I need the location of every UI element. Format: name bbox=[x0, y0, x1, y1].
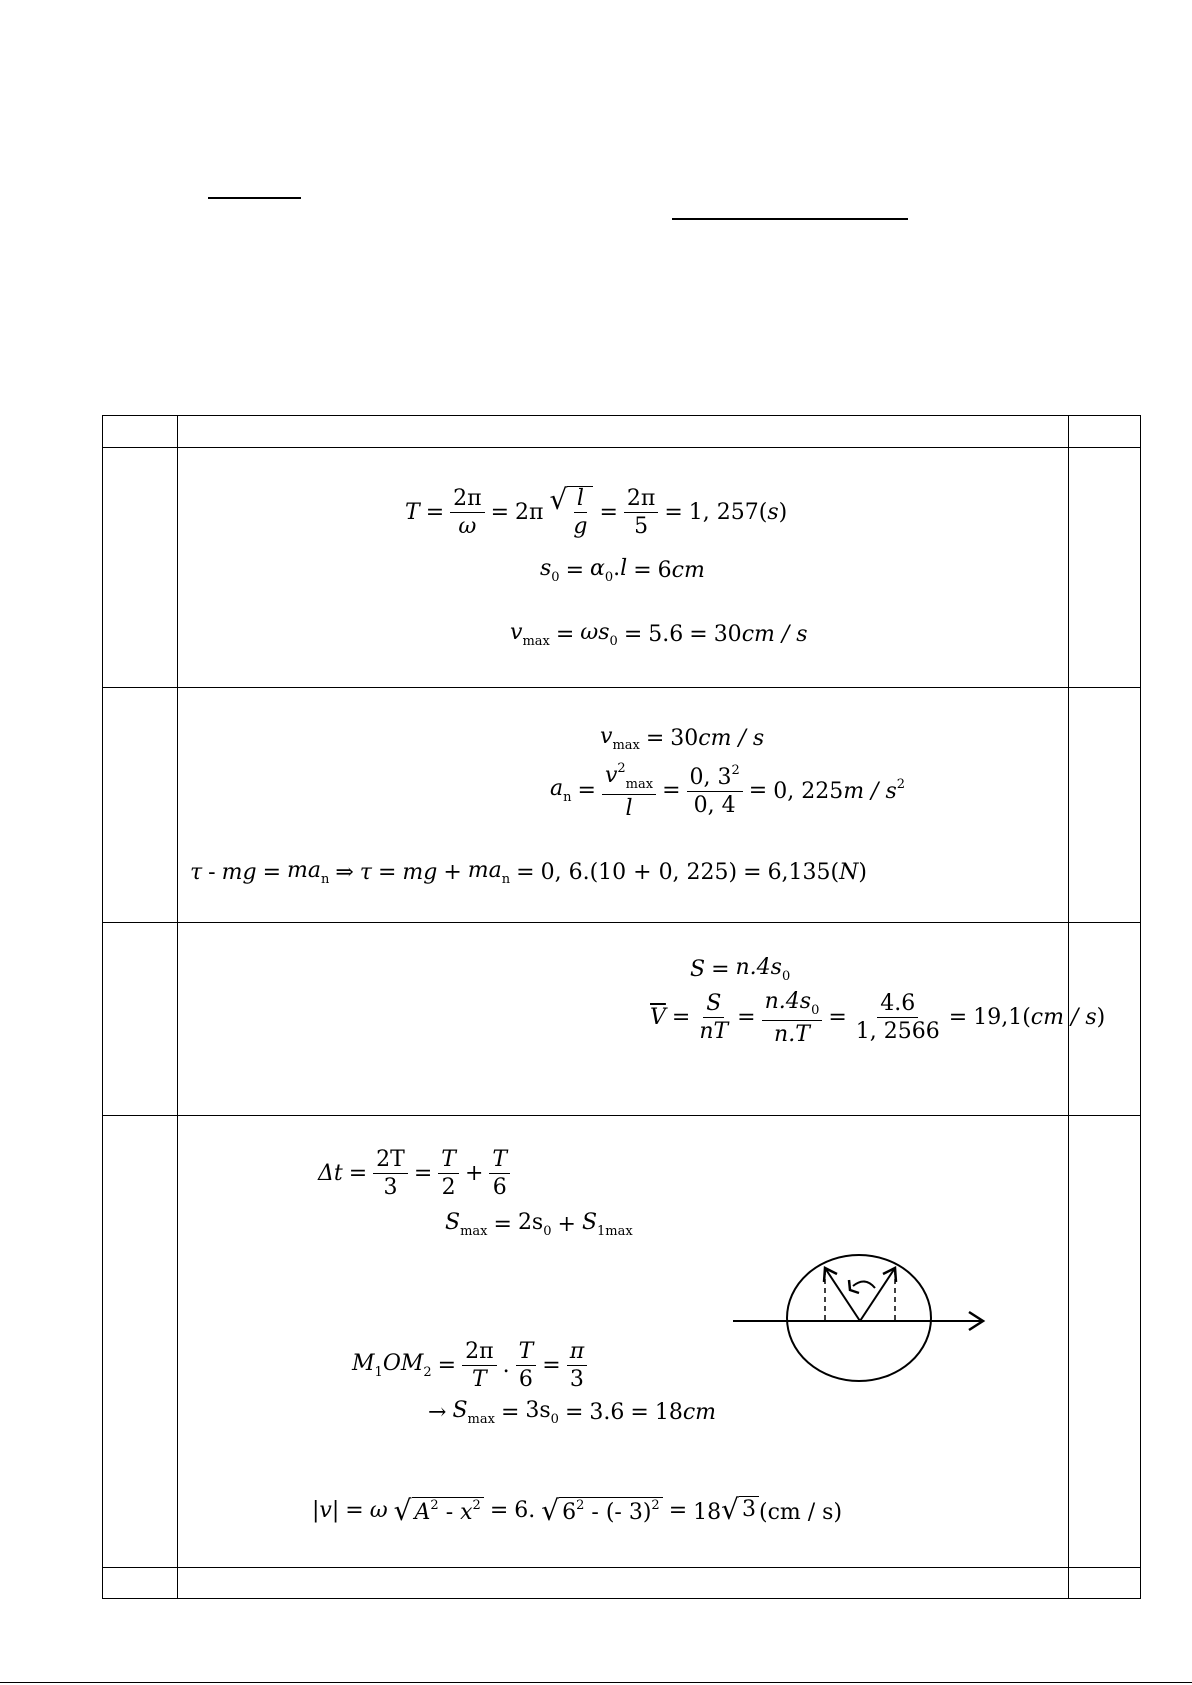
vector-left bbox=[825, 1268, 860, 1321]
formula-delta-t: Δt = $\frac{2T}{3}$ = $\frac{T}{2}$ + $\frac{T}{6}$ bbox=[318, 1148, 510, 1199]
formula-avg-speed: $\overline{V}$ = $\frac{S}{nT}$ = $\frac{n.4s_0}{n.T}$ = $\frac{4.6}{1, 2566}$ = 19,1(cm / s) bbox=[650, 989, 1106, 1047]
formula-normal-accel: $a_n$ = $\frac{v^2_{max}}{l}$ = $\frac{0, 3^2}{0, 4}$ = 0, $225m / s^2$ bbox=[550, 761, 906, 821]
table-header-row bbox=[103, 416, 1141, 448]
formula-period: T = $\frac{2\pi}{\omega}$ = 2π √ $\frac{l}{g}$ = $\frac{2\pi}{5}$ = 1, 257(s) bbox=[405, 483, 788, 540]
formula-distance: S = $n.4s_0$ bbox=[690, 955, 791, 984]
vector-right bbox=[860, 1268, 895, 1321]
phasor-circle-diagram bbox=[725, 1250, 995, 1390]
formula-smax-result: → $S_{max}$ = $3s_0$ = 3.6 = 18cm bbox=[428, 1398, 717, 1427]
header-rule-right bbox=[672, 218, 908, 220]
formula-velocity: |v| = ω √ $A^2 - x^2$ = 6. √ $6^2$ - (- 3)$^2$ = 18 √ 3 (cm / s) bbox=[312, 1493, 843, 1527]
formula-amplitude: $s_0$ = $\alpha_0.l$ = 6cm bbox=[540, 556, 705, 585]
header-rule-left bbox=[208, 197, 301, 199]
page-bottom-rule bbox=[0, 1682, 1192, 1683]
formula-vmax-2: $v_{max}$ = 30cm / s bbox=[600, 724, 765, 753]
rotation-arc bbox=[853, 1281, 875, 1288]
formula-angle: $M_1OM_2$ = $\frac{2\pi}{T}$ . $\frac{T}{6}$ = $\frac{\pi}{3}$ bbox=[352, 1340, 587, 1391]
formula-smax-sum: $S_{max}$ = $2s_0$ + $S_{1max}$ bbox=[445, 1210, 633, 1239]
table-footer-row bbox=[103, 1568, 1141, 1599]
formula-vmax: $v_{max}$ = $\omega s_0$ = 5.6 = 30cm / s bbox=[510, 620, 808, 649]
formula-tension: τ - mg = $ma_n$ ⇒ τ = mg + $ma_n$ = 0, 6.(10 + 0, 225) = 6,135(N) bbox=[190, 858, 867, 887]
